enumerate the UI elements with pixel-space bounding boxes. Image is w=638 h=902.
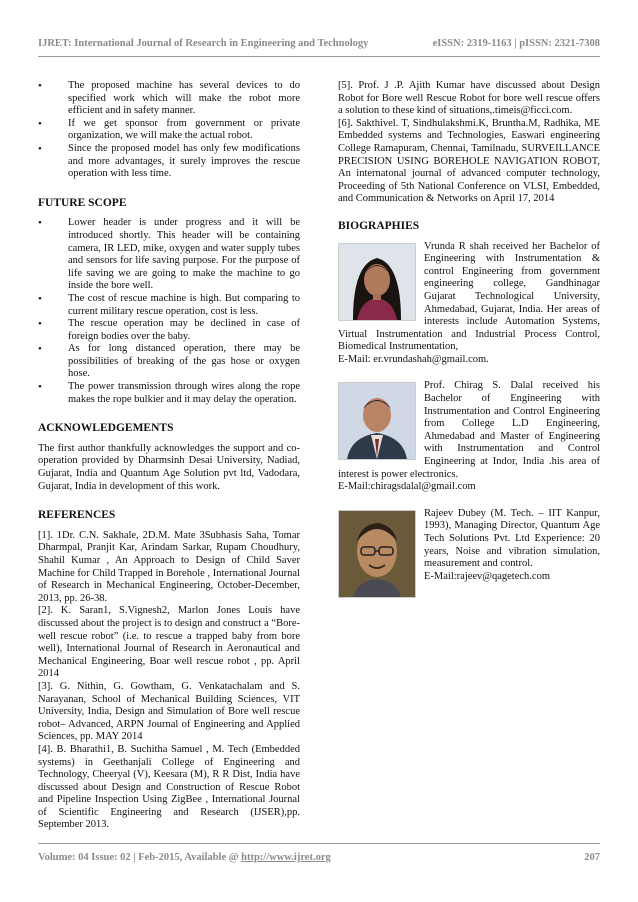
journal-title: IJRET: International Journal of Research in Engineering and Technology xyxy=(38,38,369,49)
list-item: • The cost of rescue machine is high. But comparing to current military rescue operation, cost is less. xyxy=(38,293,300,318)
list-item: • If we get sponsor from government or private organization, we will make the actual robot. xyxy=(38,118,300,143)
left-column xyxy=(38,80,300,832)
future-scope-heading: FUTURE SCOPE xyxy=(38,196,127,209)
issn: eISSN: 2319-1163 | pISSN: 2321-7308 xyxy=(432,38,600,49)
journal-link[interactable]: http://www.ijret.org xyxy=(241,852,331,863)
list-item: • As for long distanced operation, there may be possibilities of breaking of the gas hose or oxygen hose. xyxy=(38,343,300,381)
running-header xyxy=(38,38,600,49)
biography-3 xyxy=(338,508,600,600)
reference-item: [1]. 1Dr. C.N. Sakhale, 2D.M. Mate 3Subhasis Saha, Tomar Dharmpal, Pranjit Kar, Arindam Sarkar, Rupam Choudhury, Shahil Kumar , An Approach to Design of Child Saver Machine for Child Trapped in Borehole , International Journal of Research in Mechanical Engineering, October-December, 2013, pp. 26-38. xyxy=(38,529,300,604)
reference-item: [3]. G. Nithin, G. Gowtham, G. Venkatachalam and S. Narayanan, School of Mechanical Building Sciences, VIT University, India, Design and Simulation of Bore well rescue robot– Advanced, ARPN Journal of Engineering and Applied Sciences, pp. MAY 2014 xyxy=(38,680,300,743)
list-item: • The rescue operation may be declined in case of foreign bodies over the baby. xyxy=(38,318,300,343)
acknowledgements-text: The first author thankfully acknowledges the support and co-operation provided by Dharmsinh Desai University, Nadiad, Gujarat, India and Quantum Age Solution pvt ltd, Vadodara, Gujarat, India in development of this work. xyxy=(38,442,300,492)
list-item: • The power transmission through wires along the rope makes the rope bulkier and it may delay the operation. xyxy=(38,381,300,406)
biography-2 xyxy=(338,380,600,493)
running-footer xyxy=(38,852,600,863)
biography-1 xyxy=(338,241,600,367)
biography-text: Rajeev Dubey (M. Tech. – IIT Kanpur, 1993), Managing Director, Quantum Age Tech Solutions Pvt. Ltd Experience: 20 years, Noise and vibration simulation, measurement and control. xyxy=(424,507,600,570)
reference-item: [6]. Sakthivel. T, Sindhulakshmi.K, Bruntha.M, Radhika, ME Embedded systems and Technologies, Easwari engineering College Ramapuram, Chennai, Tamilnadu, SURVEILLANCE PRECISION USING BOREHOLE NAVIGATION ROBOT, An internatonal journal of advanced computer technology, Proceeding of 5th National Conference on VLSI, Embedded, and Communication & Networks on April 17, 2014 xyxy=(338,117,600,205)
author-photo-2 xyxy=(338,382,416,460)
reference-item: [4]. B. Bharathi1, B. Suchitha Samuel , M. Tech (Embedded systems) in Geethanjali College of Engineering and Technology, Cheeryal (V), Keesara (M), R R Dist, India have discussed about Design and Construction of Rescue Robot and Pipeline Inspection Using ZigBee , International Journal of Scientific Engineering and Research (IJSER),pp. September 2013. xyxy=(38,743,300,831)
header-rule xyxy=(38,56,600,57)
acknowledgements-heading: ACKNOWLEDGEMENTS xyxy=(38,422,174,435)
biography-email: E-Mail:chiragsdalal@gmail.com xyxy=(338,481,476,493)
page-number: 207 xyxy=(584,852,600,863)
right-column xyxy=(338,80,600,614)
author-photo-1 xyxy=(338,243,416,321)
reference-item: [5]. Prof. J .P. Ajith Kumar have discussed about Design Robot for Bore well Rescue Robot for bore well rescue offers a solution to these kind of situations,.timeis@ficci.com. xyxy=(338,80,600,117)
footer-volume: Volume: 04 Issue: 02 | Feb-2015, Available @ http://www.ijret.org xyxy=(38,852,331,863)
future-scope-bullets xyxy=(38,217,300,406)
biography-text: Vrunda R shah received her Bachelor of Engineering with Instrumentation & control Engineering from government engineering college, Gandhinagar Gujarat Technological University, Ahmedabad, Gujarat, India. Her areas of interests include Automation Systems, Virtual Instrumentation and Industrial Process Control, Biomedical Instrumentation, xyxy=(338,240,600,353)
author-photo-3 xyxy=(338,510,416,598)
footer-rule xyxy=(38,843,600,844)
list-item: • Lower header is under progress and it will be introduced shortly. This header will be containing camera, IR LED, mike, oxygen and water supply tubes and sensors for life saving purpose. For the purpose of life saving we are going to make the machine to go inside the bore well. xyxy=(38,217,300,293)
biographies-heading: BIOGRAPHIES xyxy=(338,219,420,232)
biography-email: E-Mail: er.vrundashah@gmail.com. xyxy=(338,353,489,365)
references-heading: REFERENCES xyxy=(38,509,116,522)
biography-text: Prof. Chirag S. Dalal received his Bachelor of Engineering with Instrumentation and Control Engineering from College L.D Engineering, Ahmedabad and Master of Engineering with Instrumentation and Control Engineering at Indor, India .his area of interest is power electronics. xyxy=(338,380,600,480)
biography-email: E-Mail:rajeev@qagetech.com xyxy=(424,570,550,582)
conclusion-bullets xyxy=(38,80,300,181)
reference-item: [2]. K. Saran1, S.Vignesh2, Marlon Jones Louis have discussed about the project is to design and construct a “Bore-well rescue robot” (i.e. to rescue a trapped baby from bore well), International Journal of Research in Aeronautical and Mechanical Engineering, Boar well rescue robot , pp. April 2014 xyxy=(38,605,300,680)
list-item: • Since the proposed model has only few modifications and more advantages, it surely improves the rescue operation with less time. xyxy=(38,143,300,181)
list-item: • The proposed machine has several devices to do specified work which will make the robot more efficient and in safety manner. xyxy=(38,80,300,118)
